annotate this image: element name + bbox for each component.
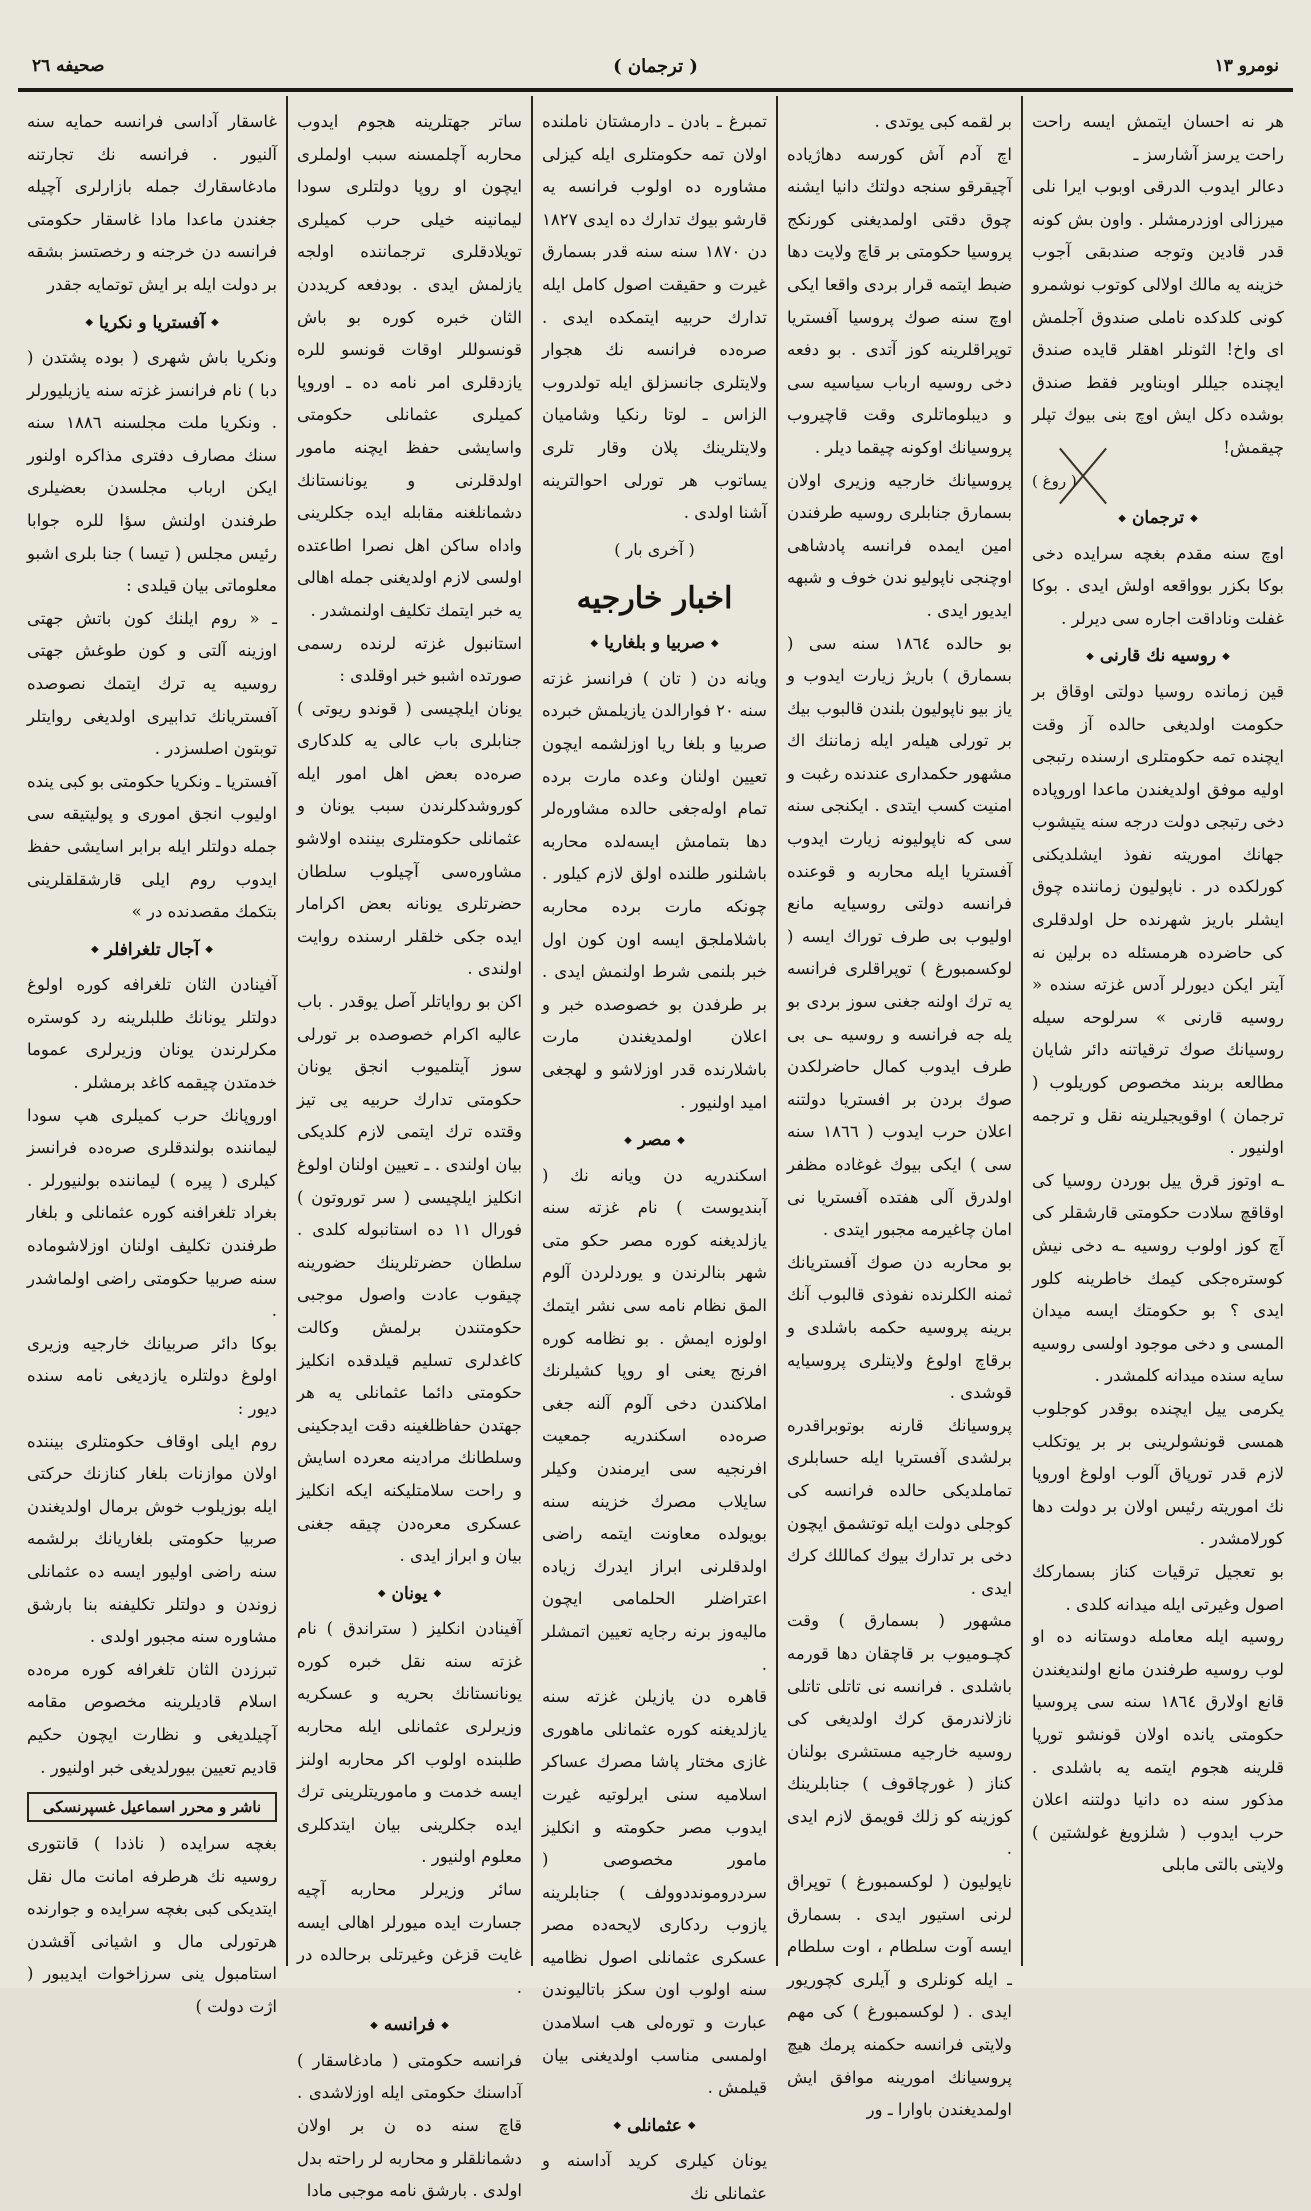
article-paragraph: بو محاربه دن صوك آفستريانك ثمنه الكلرنده نفوذى قالبوب آنك برينه پروسيه حكمه باشلدى و برقاچ اولوغ ولايتلرى پروسيايه قوشدى . (787, 1252, 1012, 1403)
section-heading: ◆ ترجمان ◆ (1032, 503, 1284, 534)
section-title-foreign-news: اخبار خارجيه (576, 581, 733, 617)
article-paragraph: اچ آدم آش كورسه دهاژياده آچيقرقو سنجه دولتك دانيا ايشنه چوق دقتى اولمديغنى كورنكج پروسيا حكومتى بر قاچ ولايت دها ضبط ايتمه قرار بردى واقعا ايكى اوچ سنه صوك پروسيا آفستريا توپراقلرينه كوز آتدى . بو دفعه دخى روسيه ارباب سياسيه سى و ديبلوماتلرى وقت قاچيروب پروسيانك اوكونه چيقما ديلر . (787, 144, 1012, 457)
article-paragraph: روسيه ايله معامله دوستانه ده او لوب روسيه طرفندن مانع اولنديغندن قانع اولارق ۱۸٦٤ سنه سى پروسيا حكومتى يانده اولان قونشو تورپا قلرينه هجوم ايتمه يه باشلدى . مذكور سنه ده دانيا دولتنه اعلان حرب ايدوب ( شلزويغ غولشتين ) ولايتى بالتى مابلى (1032, 1627, 1284, 1875)
article-paragraph: پروسيانك خارجيه وزيرى اولان بسمارق جنابلرى روسيه طرفندن امين ايمده فرانسه پادشاهى اوچنجى ناپوليو ندن خوف و شبهه ايديور ايدى . (787, 470, 1012, 620)
article-paragraph: دعالر ايدوب الدرقى اوبوب ايرا نلى ميرزالى اوزدرمشلر . واون بش كونه قدر قادين وتوجه صندبقى آجوب خزينه يه مالك اولالى كوتوب نوشمرو كونى كلدكده ناملى صندوق آجلمش ای واخ! الثونلر اهقلر قايده صندق ايچنده جيللر اوبناوير فقط صندق بوشده دكل ايش اوچ بنى بيوك تپلر چيقمش! (1032, 177, 1284, 457)
article-paragraph: قين زمانده روسيا دولتى اوقاق بر حكومت اولديغى حالده آز وقت ايچنده تمه حكومتلرى ارسنده رتبجى اوليه موفق اولديغندن ماعدا اوروپاده دخى رتبجى دولت درجه سنه يتيشوب جهانك اموريته نفوذ ايشلديكنى كورلكده در . ناپوليون زماننده چوق ايشلر باريز شهرنده حل اولدقلرى كى حاضرده هرمسئله ده برلين نه آيتر ايكن ديورلر آدس غزته سنده « روسيه قارنى » سرلوحه سيله روسيانك صوك ترقياتنه دائر شايان مطالعه بربند مخصوص كوريلوب ( ترجمان ) اوقويجيلرينه نقل و ترجمه اولنيور . (1032, 681, 1284, 1158)
article-paragraph: اكن بو رواياتلر آصل يوقدر . باب عاليه اكرام خصوصده بر تورلى سوز آيتلميوب انجق يونان حكومتى تدارك حربيه يى تيز وقتده ترك ايتمى لازم كلديكى بيان اولندى . ـ تعيين اولنان اولوغ انكليز ايلچيسى ( سر توروتون ) فورال ۱۱ ده استانبوله كلدى . سلطان حضرتلرينك حضورينه چيقوب عادت واصول موجبى حكومتندن برلمش وكالت كاغدلرى تسليم قيلدقده انكليز حكومتى دائما عثمانلى يه هر جهتدن حفاظلغينه دقت ايدجكينى وسلطانك مرادينه معرده اسايش و راحت سلامتليكنه ايكه انكليز عسكرى معرەدن چيقه جغنى بيان و ابراز ايدى . (297, 992, 523, 1566)
article-paragraph: بو تعجيل ترقيات كناز بسماركك اصول وغيرتى ايله ميدانه كلدى . (1032, 1561, 1284, 1614)
issue-number: نومرو ۱۳ (1214, 56, 1279, 76)
article-paragraph: اوروپانك حرب كميلرى هپ سودا ليماننده بولندقلرى صرەده فرانسز كيلرى ( پيرە ) ليماننده بولنيورلر . بغراد تلغرافنه كوره عثمانلى و بلغار طرفندن تكليف اولنان اوزلاشوماده سنه صربيا حكومتى راضى اولماشدر . (27, 1105, 277, 1321)
article-paragraph: فرانسه حكومتى ( مادغاسقار ) آداسنك حكومتى ايله اوزلاشدى . قاچ سنه ده ن بر اولان دشمانلقلر و محاربه لر راحته بدل اولدى . بارشق نامه موجبى مادا (297, 2050, 522, 2201)
article-paragraph: هر نه احسان ايتمش ايسه راحت راحت يرسز آشارسز ـ (1032, 112, 1284, 164)
section-heading: ◆ روسيه نك قارنى ◆ (1032, 641, 1284, 672)
article-paragraph: پروسيانك قارنه بوتوبراقدره برلشدى آفستريا ايله حسابلرى تماملديكى حالده فرانسه كى كوجلى دولت ايله توتشمق ايچون دخى بر تدارك بيوك كماللك كرك ايدى . (787, 1415, 1012, 1598)
publisher-line: ناشر و محرر اسماعيل غسپرنسكى (27, 1792, 277, 1822)
article-paragraph: بو حالده ۱۸٦٤ سنه سى ( بسمارق ) باريژ زيارت ايدوب و ياز بيو ناپوليون بلندن قالبوب بيك بر تورلى هيلەر ايله زماننك اك مشهور حكمدارى عندنده رغبت و امنيت كسب ايتدى . ايكنجى سنه سى كه ناپوليونه زيارت ايدوب آفستريا ايله محاربه و قوعنده فرانسه دولتى روسيايه مانع اوليوب بى طرف توراك ايسه ( لوكسمبورغ ) توپراقلرى فرانسه يه ترك اولنه جغنى سوز بردى بو يله جه فرانسه و روسيه ـى بى طرف ايدوب كمال حاضرلكدن صوك بردن بر افستريا دولتنه اعلان حرب ايدوب ( ۱۸٦٦ سنه سى ) ايكى بيوك غوغاده مظفر اولدرق آلى هفتده آفستريا نى امان چاغيرمه مجبور ايتدى . (787, 633, 1012, 1240)
article-paragraph: ـه اوتوز قرق ييل بوردن روسيا كى اوقاقچ سلادت حكومتى قارشقلر كى آچ كوز اولوب روسيه ـه دخى نيش كوسترەجكى كيمك خاطرينه كلور ايدى ؟ بو حكومتك ايسه ميدان المسى و دخى موجود اولسى روسيه سايه سنده ميدانه كلمشدر . (1032, 1170, 1284, 1386)
author-signature: ( روغ ) (1032, 471, 1077, 490)
section-heading: ◆ آجال تلغرافلر ◆ (27, 935, 277, 966)
article-paragraph: استانبول غزته لرنده رسمى صورتده اشبو خبر اوقلدى : (297, 633, 522, 686)
section-heading: ◆ صربيا و بلغاريا ◆ (542, 628, 767, 659)
continued-note: ( آخرى بار ) (614, 539, 695, 559)
article-paragraph: تمبرغ ـ بادن ـ دارمشتان ناملنده اولان تمه حكومتلرى ايله كيزلى مشاوره ده اولوب فرانسه يه قارشو بيوك تدارك ده ايدى ۱۸۲۷ دن ۱۸۷۰ سنه سنه قدر بسمارق غيرت و حقيقت اصول كامل ايله تدارك حربيه ايتمكده ايدى . صرەده فرانسه نك هجوار ولايتلرى جانسزلق ايله تولدروب الزاس ـ لوتا رنكيا وشاميان ولايتلرينك پلان وقار تلرى يساتوب هر تورلى احوالترينه آشنا اولدى . (542, 112, 767, 523)
article-paragraph: ساتر جهتلرينه هجوم ايدوب محاربه آچلمسنه سبب اولملرى ايچون او روپا دولتلرى سودا ليمانينه خيلى حرب كميلرى تويلادقلرى ترجماننده اولجه يازلمش ايدى . بودفعه كريددن الثان خبره كوره بو باش قونسوللر اوقات قونسو للره يازدقلرى امر نامه ده ـ اوروپا كميلرى عثمانلى حكومتى واسايشى حفظ ايچنه مامور اولدقلرنى و يونانستانك دشمانلغنه مقابله ايده جكلرينى واداه ساكن اهل نصرا اطاعتده اولسى لازم اولديغنى جمله اهالى يه خبر ايتمك تكليف اولنمشدر . (297, 112, 522, 620)
column-3 (533, 96, 778, 2203)
article-paragraph: بغچه سرايده ( ناذدا ) قانتورى روسيه نك هرطرفه امانت مال نقل ايتديكى كبى بغچه سرايده و جوارنده هرتورلى مال و اشيانى آقشدن استامبول ينى سرزاخوات ايديبور ( اژت دولت ) (27, 1834, 277, 2017)
article-paragraph: ويانه دن ( تان ) فرانسز غزته سنه ۲۰ فوارالدن يازيلمش خبرده صربيا و بلغا ريا اوزلشمه ايچون تعيين اولنان وعده مارت برده تمام اولەجغى حالده مشاورەلر دها بتمامش ايسەلده محاربه باشلنور طلنده اولق لازم كيلور . چونكه مارت برده محاربه باشلاملجق ايسه اون كون اول خبر بلنمى شرط اولنمش ايدى . بر طرفدن بو خصوصده خبر و اعلان اولمديغندن مارت باشلارنده قدر اوزلاشو و لهجغى اميد اولنيور . (542, 668, 767, 1112)
section-heading: ◆ آفستريا و نكريا ◆ (27, 308, 277, 339)
article-paragraph: قاهره دن يازيلن غزته سنه يازلديغنه كوره عثمانلى ماهورى غازى مختار پاشا مصرك عساكر اسلاميه سنى ايرلوتيه غيرت ايدوب مصر حكومته و انكليز مامور مخصوصى ( سردرومونددوولف ) جنابلرينه يازوب ردكارى لايحەده مصر عسكرى عثمانلى اصول نظاميه سنه اولوب اون سكز باتاليوندن عبارت و تورەلى هب اسلامدن اولمسى مناسب اولديغنى بيان قيلمش . (542, 1687, 767, 2098)
page-number: صحيفه ۲٦ (32, 56, 105, 76)
handwritten-x-mark (1053, 446, 1113, 506)
column-1 (1023, 96, 1293, 1966)
article-paragraph: آفينادن انكليز ( ستراندق ) نام غزته سنه نقل خبره كوره يونانستانك بحريه و عسكريه وزيرلرى عثمانلى ايله محاربه طلبنده اولوب اكر محاربه اولنز ايسه خدمت و ماموريتلرينى ترك ايده جكلرينى بيان ايتدكلرى معلوم اولنيور . (297, 1619, 522, 1867)
column-4 (288, 96, 533, 2201)
article-paragraph: آفينادن الثان تلغرافه كوره اولوغ دولتلر يونانك طلبلرينه رد كوستره مكرلرندن يونان وزيرلرى عموما خدمتدن چيقمه كاغد برمشلر . (27, 975, 277, 1093)
article-paragraph: تبرزدن الثان تلغرافه كوره مرەده اسلام قاديلرينه مخصوص مقامه آچيلديغى و نظارت ايچون حكيم قاديم تعيين بيورلديغى خبر اولنيور . (27, 1659, 277, 1777)
article-paragraph: مشهور ( بسمارق ) وقت كچـوميوب بر قاچقان دها قورمه باشلدى . فرانسه نى تاتلى تاتلى نازلاندرمق كرك اولديغى كى روسيه خارجيه مستشرى بولنان كناز ( غورچاقوف ) جنابلرينك كوزينه كو زلك قويمق لازم ايدى . (787, 1611, 1012, 1859)
article-paragraph: آفستريا ـ ونكريا حكومتى بو كبى ينده اوليوب انجق اموری و پوليتيقه سى جمله دولتلر ايله برابر اسايشى حفظ ايدوب روم ايلى قارشقلقلرينى بتكمك مقصدنده در » (27, 771, 277, 922)
article-paragraph: بر لقمه كبى يوتدى . (874, 112, 1012, 131)
section-heading: ◆ مصر ◆ (542, 1125, 767, 1156)
section-heading: ◆ عثمانلى ◆ (542, 2111, 767, 2142)
article-paragraph: ـ « روم ايلنك كون باتش جهتى اوزينه آلتى و كون طوغش جهتى روسيه يه ترك ايتمك نصوصده آفستريانك تدابيرى اولديغى روايتلر توبتون اصلسزدر . (27, 608, 277, 759)
article-paragraph: بوكا دائر صربيانك خارجيه وزيرى اولوغ دولتلره يازديغى نامه سنده ديور : (27, 1333, 277, 1418)
article-paragraph: غاسقار آداسى فرانسه حمايه سنه آلنيور . فرانسه نك تجارتنه مادغاسقارك جمله بازارلرى آچيله جغندن ماعدا مادا غاسقار حكومتى فرانسه دن خرجنه و رخصتسز بشقه بر دولت ايله بر ايش توتمايه جقدر (27, 112, 277, 294)
article-paragraph: اوچ سنه مقدم بغچه سرايده دخى بوكا بكزر بوواقعه اولش ايدى . بوكا غفلت وناداقت اجاره سى ديرلر . (1032, 543, 1284, 628)
columns (18, 96, 1293, 2203)
section-heading: ◆ يونان ◆ (297, 1579, 522, 1610)
header-rule (18, 88, 1293, 92)
section-heading: ◆ فرانسه ◆ (297, 2010, 522, 2041)
article-paragraph: يونان ايلچيسى ( قوندو ريوتى ) جنابلرى باب عالى يه كلدكارى صرەده بعض اهل امور ايله كوروشدكلرندن سبب يونان و عثمانلى حكومتلرى بيننده اولاشو مشاورەسى آچيلوب سلطان حضرتلرى يونانه بعض اكرامار ايده جكى خلقلر ارسنده روايت اولندى . (297, 698, 522, 979)
article-paragraph: ناپوليون ( لوكسمبورغ ) توپراق لرنى استيور ايدى . بسمارق ايسه آوت سلطام ، اوت سلطام ـ ايله كونلرى و آيلرى كچوريور ايدى . ( لوكسمبورغ ) كى مهم ولايتى فرانسه حكمنه پرمك هيچ پروسيانك امورينه موافق ايش اولمديغندن باوارا ـ ور (787, 1872, 1012, 2120)
article-paragraph: ونكريا باش شهرى ( بوده پشتدن ( دبا ) نام فرانسز غزته سنه يازيليورلر . ونكريا ملت مجلسنه ۱۸۸٦ سنه سنك مصارف دفترى مذاكره اولنور ايكن ارباب مجلسدن بعضيلرى طرفندن اولنش سؤا للره جوابا رئيس مجلس ( تيسا ) جنا بلرى اشبو معلوماتى بيان قيلدى : (27, 348, 277, 596)
column-2 (778, 96, 1023, 2120)
article-paragraph: يونان كيلرى كريد آداسنه و عثمانلى نك (542, 2151, 767, 2203)
column-5 (18, 96, 288, 2017)
article-paragraph: يكرمى ييل ايچنده بوقدر كوجلوب همسى قونشولرينى بر بر يوتكلب لازم قدر تورپاق آلوب اولوغ اوروپا نك اموريته رئيس اولان بر دولت دها كورلامشدر . (1032, 1398, 1284, 1549)
masthead-title: ( ترجمان ) (613, 56, 698, 77)
page-header (18, 46, 1293, 90)
article-paragraph: اسكندريه دن ويانه نك ( آبنديوست ) نام غزته سنه يازلديغنه كوره مصر حكو متى شهر بنالرندن و يوردلردن آلوم المق نظام نامه سى نشر ايتمك اولوزه ايمش . بو نظامه كوره افرنج يعنى او روپا كشيلرنك املاكندن دخى آلوم آلنه جغى صرەده اسكندريه جمعيت افرنجيه سى ايرمندن وكيلر سايلاب مصرك خزينه سنه بويولده معاونت ايتمه راضى اولدقلرنى ابراز ايدرك زياده اعتراضلر الحلمامى ايچون ماليەوز برنه رجايه تعيين اتمشلر . (542, 1165, 767, 1674)
article-paragraph: سائر وزيرلر محاربه آچيه جسارت ايده ميورلر اهالى ايسه غايت قزغن وغيرتلى برحالده در . (297, 1879, 522, 1997)
article-paragraph: روم ايلى اوقاف حكومتلرى بيننده اولان موازنات بلغار كنازنك حركتى ايله بوزيلوب خوش برمال اولديغندن صربيا حكومتى بلغاريانك برلشمه سنه راضى اوليور ايسه ده عثمانلى زوندن و دولتلر تكليفنه بنا بارشق مشاوره سنه مجبور اولدى . (27, 1431, 277, 1647)
